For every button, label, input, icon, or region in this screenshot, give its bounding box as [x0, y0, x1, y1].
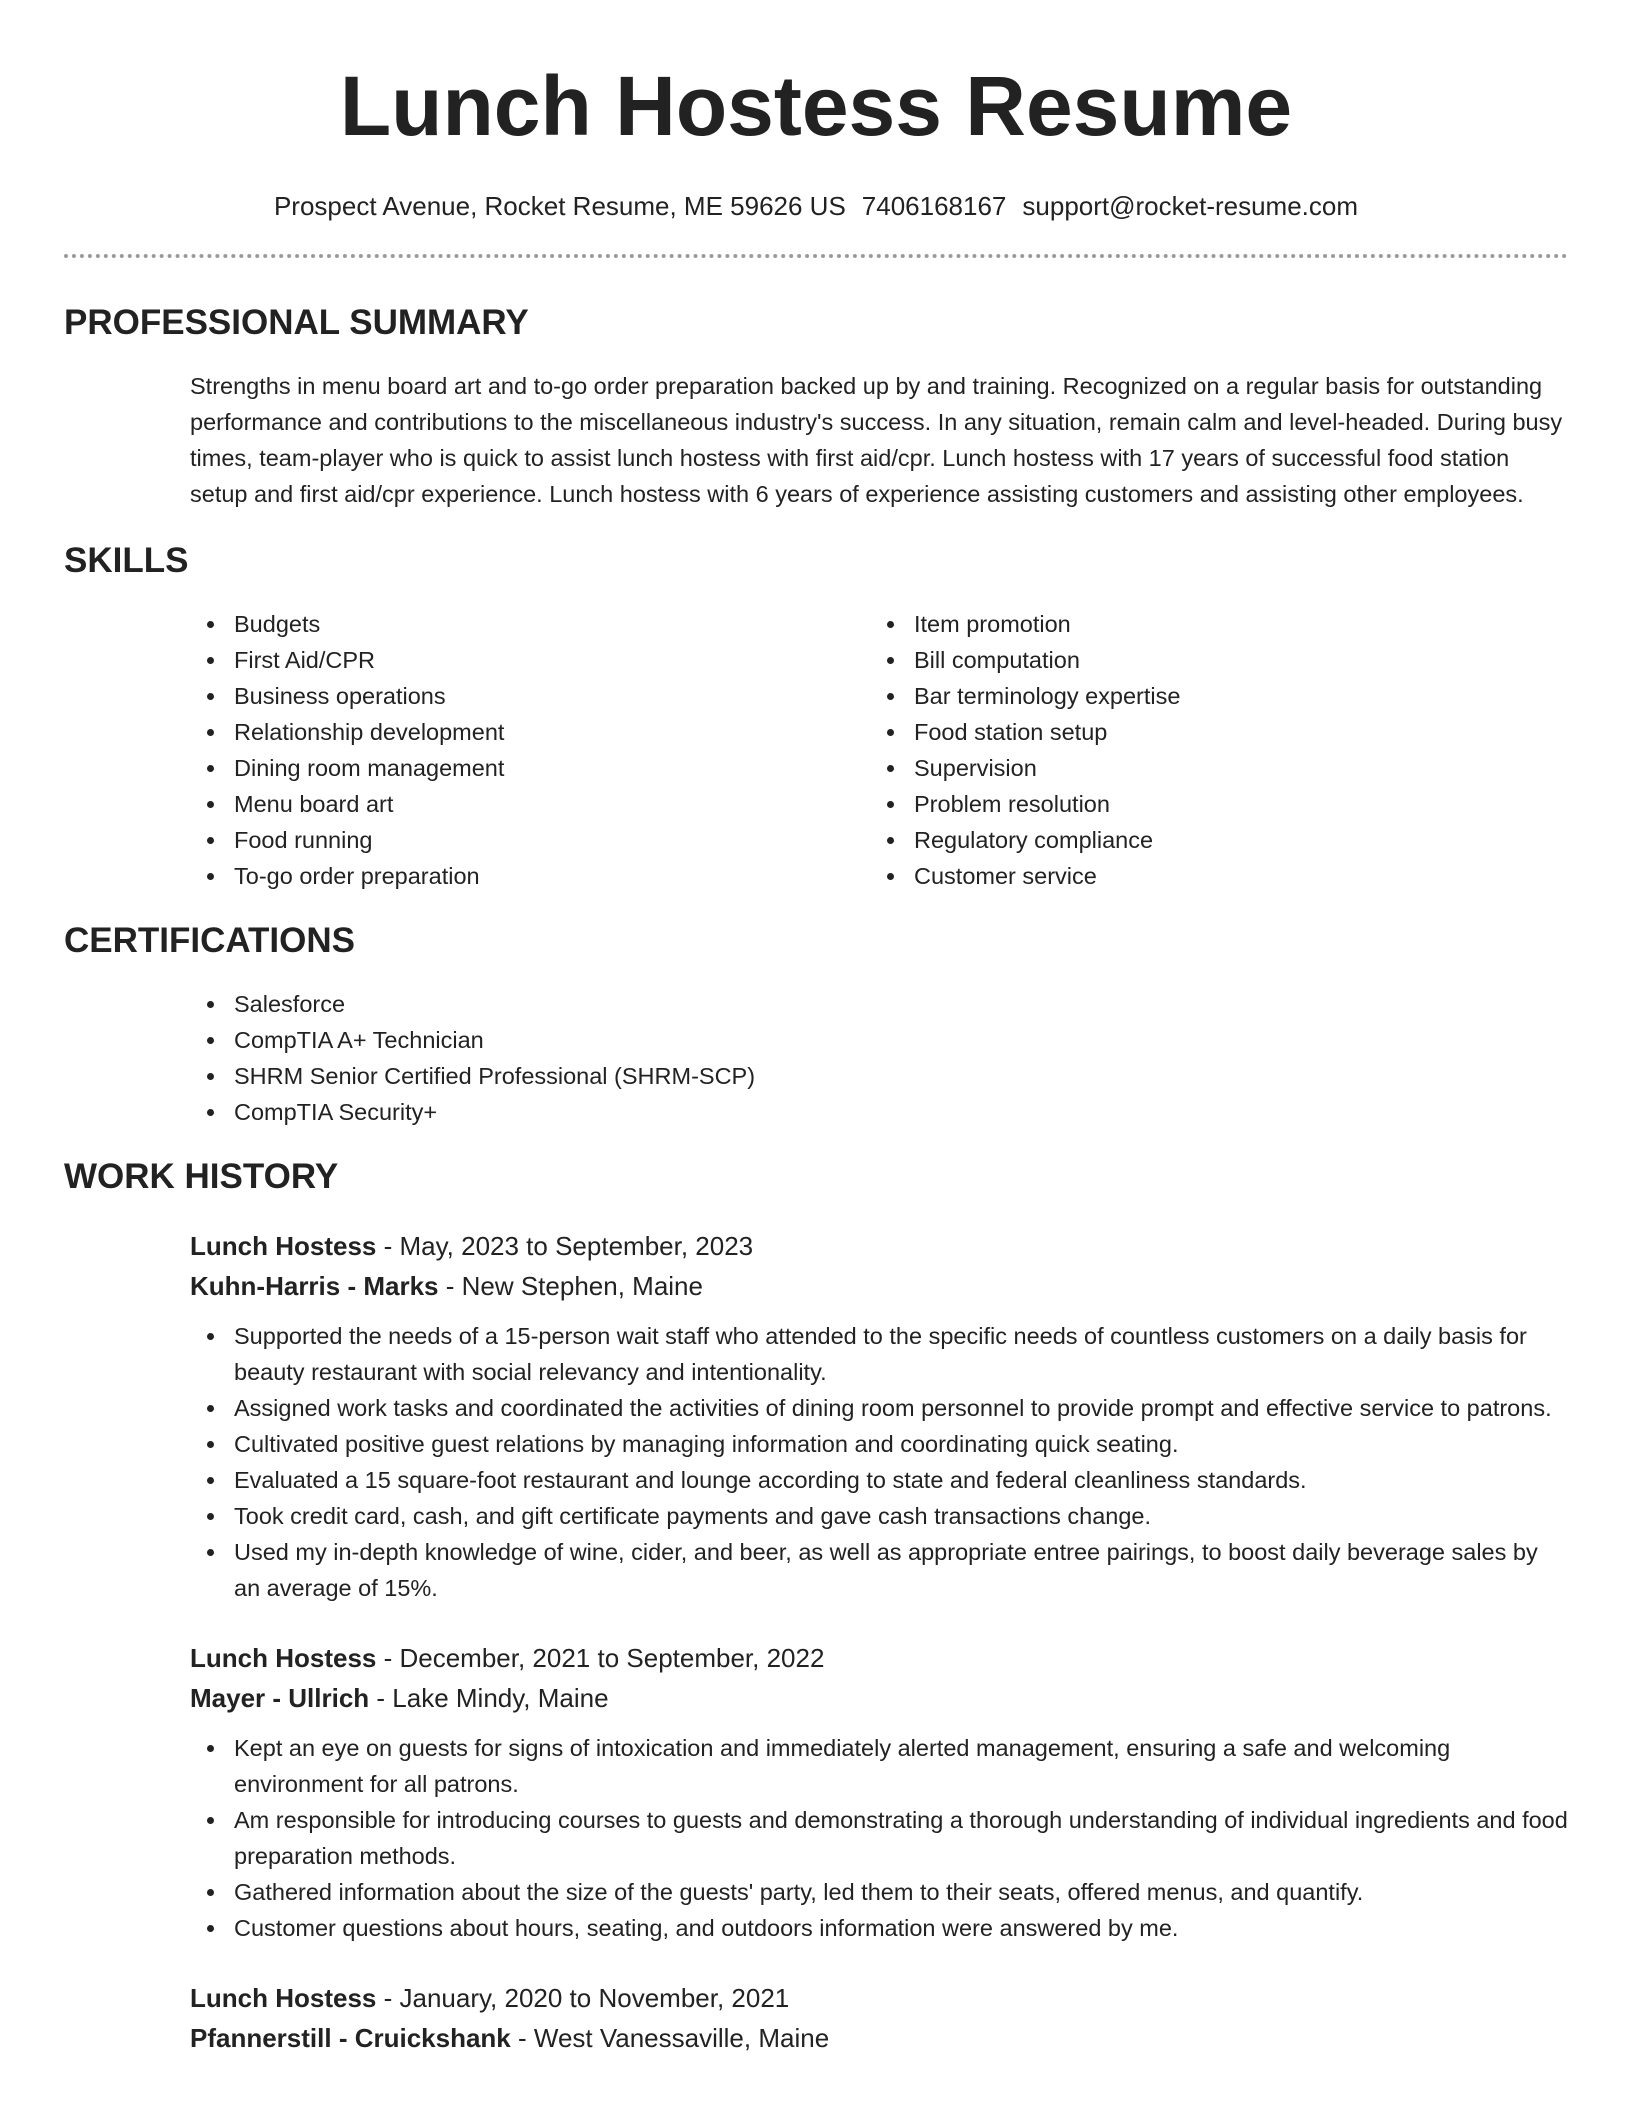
- job-company-line: [190, 2018, 1568, 2058]
- skill-item: Dining room management: [190, 750, 870, 786]
- job-title-line: [190, 1638, 1568, 1678]
- work-history-heading: WORK HISTORY: [64, 1157, 339, 1196]
- certification-item: Salesforce: [190, 986, 1568, 1022]
- skills-column-left: [190, 606, 870, 894]
- contact-phone: 7406168167: [861, 191, 1007, 221]
- job-dates: - May, 2023 to September, 2023: [376, 1231, 754, 1261]
- job-bullet: Gathered information about the size of the guests' party, led them to their seats, offered menus, and quantify.: [190, 1874, 1568, 1910]
- contact-address: Prospect Avenue, Rocket Resume, ME 59626 US: [273, 191, 846, 221]
- job-dates: - January, 2020 to November, 2021: [376, 1983, 790, 2013]
- job-title: Lunch Hostess: [190, 1231, 377, 1261]
- job-title-line: [190, 1226, 1568, 1266]
- skill-item: Problem resolution: [870, 786, 1550, 822]
- skill-item: Food running: [190, 822, 870, 858]
- certifications-heading: CERTIFICATIONS: [64, 921, 356, 960]
- job-entry: [190, 1226, 1568, 1606]
- job-bullet: Am responsible for introducing courses to guests and demonstrating a thorough understanding of individual ingredients and food preparation methods.: [190, 1802, 1568, 1874]
- job-bullet: Customer questions about hours, seating, and outdoors information were answered by me.: [190, 1910, 1568, 1946]
- skill-item: First Aid/CPR: [190, 642, 870, 678]
- job-bullet: Evaluated a 15 square-foot restaurant and lounge according to state and federal cleanliness standards.: [190, 1462, 1568, 1498]
- resume-title: Lunch Hostess Resume: [339, 59, 1293, 153]
- job-location: - New Stephen, Maine: [438, 1271, 703, 1301]
- skill-item: Item promotion: [870, 606, 1550, 642]
- job-title: Lunch Hostess: [190, 1983, 377, 2013]
- job-company: Pfannerstill - Cruickshank: [190, 2023, 511, 2053]
- certification-item: SHRM Senior Certified Professional (SHRM-SCP): [190, 1058, 1568, 1094]
- skill-item: Customer service: [870, 858, 1550, 894]
- job-bullet: Took credit card, cash, and gift certificate payments and gave cash transactions change.: [190, 1498, 1568, 1534]
- skill-item: Supervision: [870, 750, 1550, 786]
- job-bullet: Supported the needs of a 15-person wait staff who attended to the specific needs of countless customers on a daily basis for beauty restaurant with social relevancy and intentionality.: [190, 1318, 1568, 1390]
- header-divider: [64, 254, 1568, 258]
- skills-grid: [190, 606, 1568, 894]
- job-company: Kuhn-Harris - Marks: [190, 1271, 439, 1301]
- skill-item: Food station setup: [870, 714, 1550, 750]
- certification-item: CompTIA Security+: [190, 1094, 1568, 1130]
- job-bullets: [190, 1730, 1568, 1946]
- skill-item: To-go order preparation: [190, 858, 870, 894]
- job-bullet: Used my in-depth knowledge of wine, cider, and beer, as well as appropriate entree pairings, to boost daily beverage sales by an average of 15%.: [190, 1534, 1568, 1606]
- skill-item: Budgets: [190, 606, 870, 642]
- skill-item: Menu board art: [190, 786, 870, 822]
- job-dates: - December, 2021 to September, 2022: [376, 1643, 825, 1673]
- skill-item: Bar terminology expertise: [870, 678, 1550, 714]
- job-title: Lunch Hostess: [190, 1643, 377, 1673]
- skills-heading: SKILLS: [64, 541, 189, 580]
- certification-item: CompTIA A+ Technician: [190, 1022, 1568, 1058]
- contact-email: support@rocket-resume.com: [1022, 191, 1359, 221]
- job-company: Mayer - Ullrich: [190, 1683, 370, 1713]
- contact-line: [64, 190, 1568, 222]
- job-bullet: Assigned work tasks and coordinated the activities of dining room personnel to provide prompt and effective service to patrons.: [190, 1390, 1568, 1426]
- job-bullets: [190, 1318, 1568, 1606]
- job-title-line: [190, 1978, 1568, 2018]
- skills-column-right: [870, 606, 1550, 894]
- job-entry: [190, 1638, 1568, 1946]
- job-company-line: [190, 1266, 1568, 1306]
- skill-item: Bill computation: [870, 642, 1550, 678]
- job-bullet: Kept an eye on guests for signs of intoxication and immediately alerted management, ensuring a safe and welcoming environment for all patrons.: [190, 1730, 1568, 1802]
- job-bullet: Cultivated positive guest relations by managing information and coordinating quick seating.: [190, 1426, 1568, 1462]
- skill-item: Relationship development: [190, 714, 870, 750]
- summary-text: Strengths in menu board art and to-go order preparation backed up by and training. Recognized on a regular basis for outstanding performance and contributions to the miscellaneous industry's success. In any situation, remain calm and level-headed. During busy times, team-player who is quick to assist lunch hostess with first aid/cpr. Lunch hostess with 17 years of successful food station setup and first aid/cpr experience. Lunch hostess with 6 years of experience assisting customers and assisting other employees.: [190, 373, 1563, 507]
- skill-item: Business operations: [190, 678, 870, 714]
- resume-page: [64, 0, 1568, 2058]
- job-company-line: [190, 1678, 1568, 1718]
- certifications-list: [190, 986, 1568, 1130]
- job-entry: [190, 1978, 1568, 2058]
- summary-heading: PROFESSIONAL SUMMARY: [64, 303, 529, 342]
- skill-item: Regulatory compliance: [870, 822, 1550, 858]
- job-location: - Lake Mindy, Maine: [369, 1683, 609, 1713]
- job-location: - West Vanessaville, Maine: [510, 2023, 830, 2053]
